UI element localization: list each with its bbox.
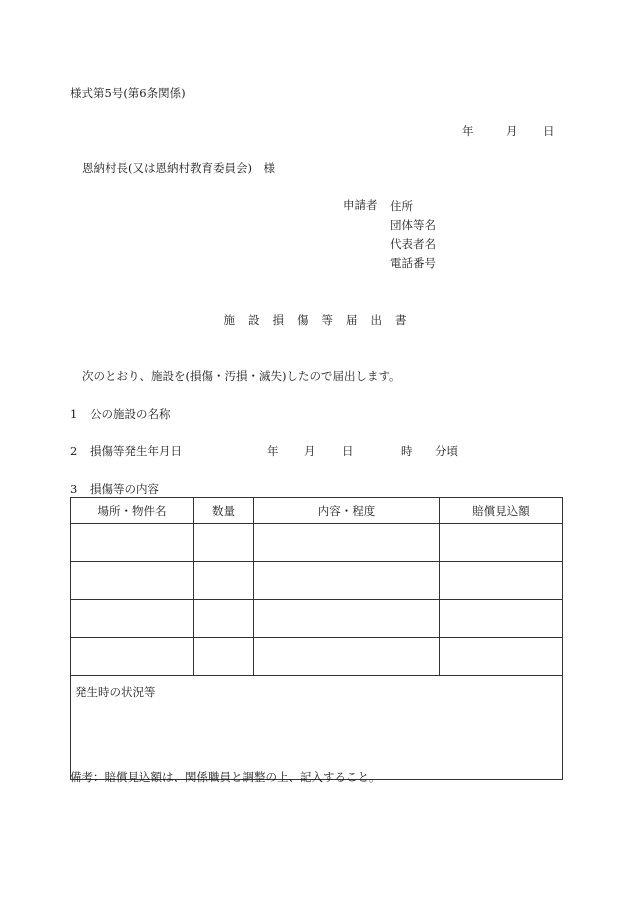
item-occurrence-date <box>70 443 182 459</box>
occurrence-hour-label: 時 <box>401 444 413 458</box>
cell-quantity[interactable] <box>194 600 254 638</box>
date-day-label: 日 <box>543 124 555 138</box>
applicant-label: 申請者 <box>343 198 378 212</box>
applicant-fields <box>390 197 436 273</box>
cell-location[interactable] <box>71 638 194 676</box>
date-month-label: 月 <box>506 124 518 138</box>
occurrence-datetime <box>267 443 458 459</box>
table-row <box>71 600 563 638</box>
table-row <box>71 638 563 676</box>
form-number: 様式第5号(第6条関係) <box>70 86 186 100</box>
item-number: 1 <box>70 407 78 421</box>
cell-details[interactable] <box>254 562 440 600</box>
header-details: 内容・程度 <box>254 498 440 524</box>
cell-quantity[interactable] <box>194 638 254 676</box>
cell-quantity[interactable] <box>194 562 254 600</box>
cell-compensation[interactable] <box>440 524 563 562</box>
body-text: 次のとおり、施設を(損傷・汚損・滅失)したので届出します。 <box>82 369 401 383</box>
item-damage-content <box>70 481 159 497</box>
cell-compensation[interactable] <box>440 600 563 638</box>
document-title: 施設損傷等届出書 <box>223 313 420 327</box>
applicant-field-organization: 団体等名 <box>390 218 436 232</box>
applicant-field-phone: 電話番号 <box>390 256 436 270</box>
cell-details[interactable] <box>254 600 440 638</box>
header-location: 場所・物件名 <box>71 498 194 524</box>
cell-location[interactable] <box>71 562 194 600</box>
item-facility-name <box>70 406 171 422</box>
item-number: 2 <box>70 444 78 458</box>
table-row <box>71 562 563 600</box>
status-cell[interactable] <box>71 676 563 780</box>
occurrence-year-label: 年 <box>267 444 279 458</box>
cell-location[interactable] <box>71 600 194 638</box>
status-label: 発生時の状況等 <box>75 685 156 699</box>
cell-details[interactable] <box>254 524 440 562</box>
remark: 備考：賠償見込額は、関係職員と調整の上、記入すること。 <box>70 770 381 784</box>
occurrence-day-label: 日 <box>342 444 354 458</box>
occurrence-month-label: 月 <box>304 444 316 458</box>
header-compensation: 賠償見込額 <box>440 498 563 524</box>
status-row <box>71 676 563 780</box>
cell-location[interactable] <box>71 524 194 562</box>
occurrence-minute-label: 分頃 <box>435 444 458 458</box>
header-quantity: 数量 <box>194 498 254 524</box>
table-row <box>71 524 563 562</box>
applicant-field-representative: 代表者名 <box>390 237 436 251</box>
item-label: 公の施設の名称 <box>90 407 171 421</box>
cell-compensation[interactable] <box>440 562 563 600</box>
date-year-label: 年 <box>462 124 474 138</box>
item-label: 損傷等の内容 <box>90 482 159 496</box>
addressee: 恩納村長(又は恩納村教育委員会) 様 <box>82 161 275 175</box>
cell-compensation[interactable] <box>440 638 563 676</box>
damage-table <box>70 497 563 780</box>
cell-quantity[interactable] <box>194 524 254 562</box>
submission-date <box>462 123 555 139</box>
table-header-row <box>71 498 563 524</box>
item-number: 3 <box>70 482 78 496</box>
applicant-field-address: 住所 <box>390 199 413 213</box>
cell-details[interactable] <box>254 638 440 676</box>
item-label: 損傷等発生年月日 <box>90 444 182 458</box>
